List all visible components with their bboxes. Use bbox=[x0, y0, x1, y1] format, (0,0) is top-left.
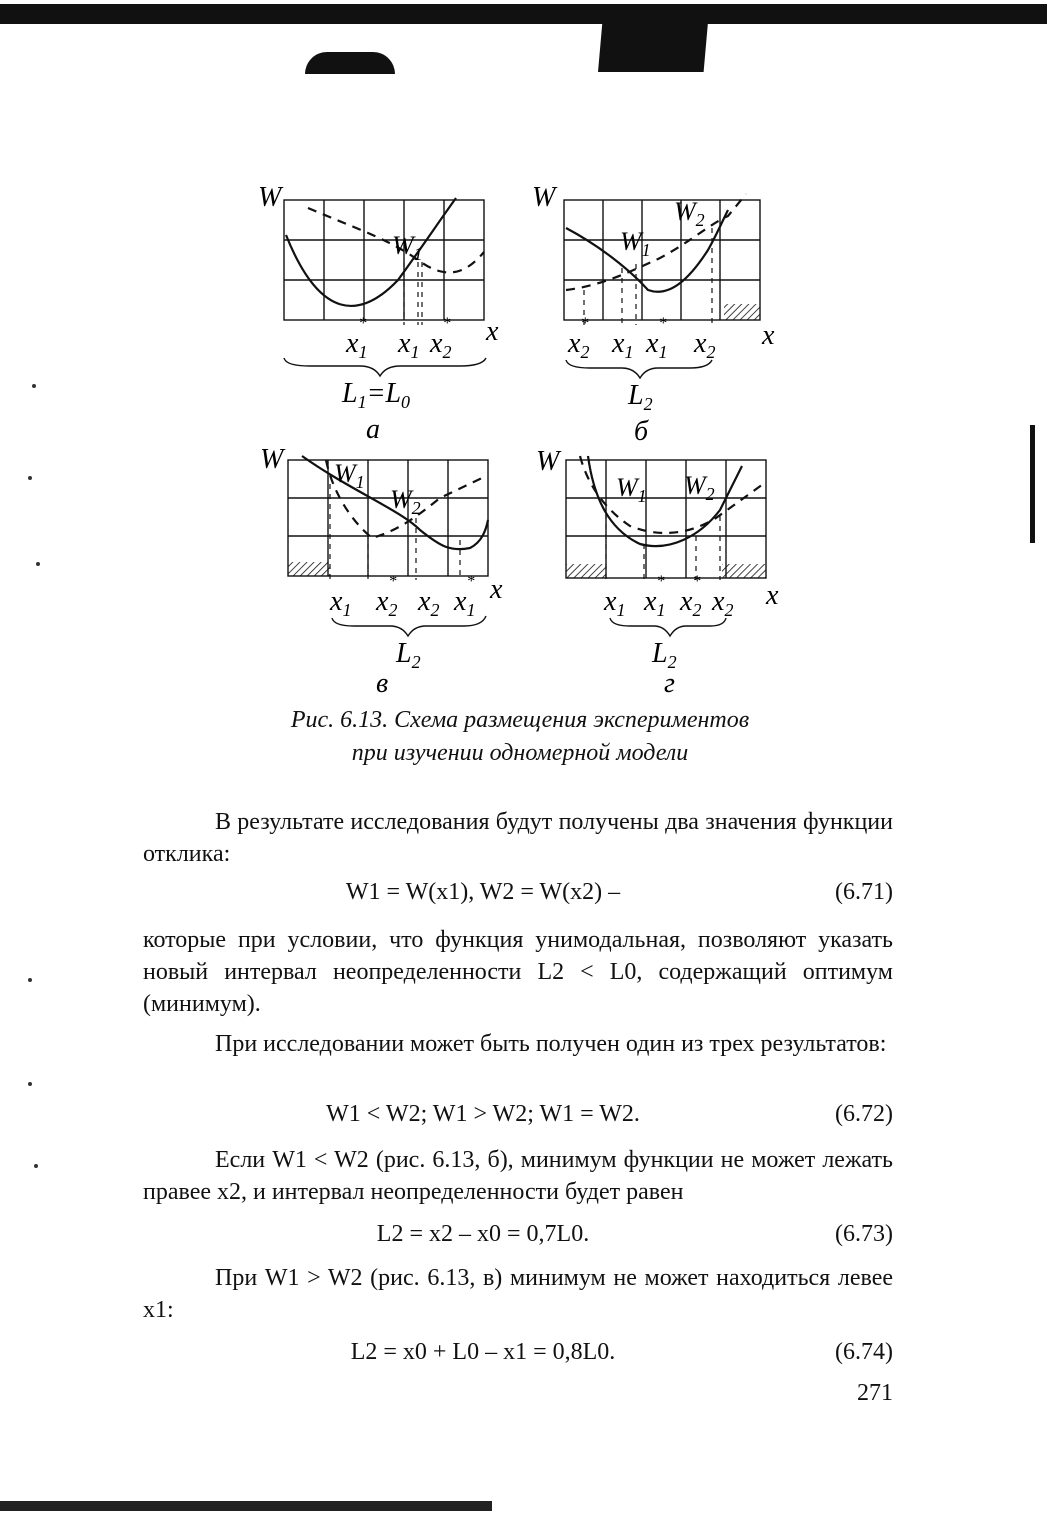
curve-label-w1: $W_1$ bbox=[616, 473, 647, 506]
scan-bottom-bar bbox=[0, 1501, 492, 1511]
paragraph-4: Если W1 < W2 (рис. 6.13, б), минимум функции не может лежать правее x2, и интервал неопределенности будет равен bbox=[143, 1147, 893, 1205]
svg-text:x1: $x_1$ bbox=[604, 586, 626, 620]
x-labels bbox=[567, 315, 715, 362]
x-labels bbox=[329, 573, 475, 620]
scan-dot bbox=[34, 1164, 38, 1168]
panel-a bbox=[258, 182, 499, 445]
hatched-region bbox=[722, 564, 766, 578]
curve-dashed bbox=[580, 456, 766, 533]
svg-text:x1*: $x_1*$ bbox=[646, 315, 668, 362]
svg-text:x1*: $x_1*$ bbox=[454, 573, 476, 620]
hatched-region bbox=[724, 304, 760, 320]
equation-6-74 bbox=[143, 1336, 893, 1368]
curve-label-w1: $W_1$ bbox=[620, 227, 651, 260]
equation-formula: L2 = x0 + L0 – x1 = 0,8L0. bbox=[350, 1339, 616, 1365]
panel-letter: г bbox=[664, 668, 675, 699]
svg-text:x2*: $x_2*$ bbox=[376, 573, 398, 620]
axis-x: x bbox=[486, 316, 499, 347]
figure-6-13 bbox=[250, 180, 810, 700]
x-labels bbox=[345, 315, 451, 362]
panel-letter: б bbox=[634, 416, 649, 447]
interval-label: $L_2$ bbox=[396, 638, 421, 672]
equation-number: (6.71) bbox=[835, 879, 893, 905]
scan-dot bbox=[28, 978, 32, 982]
page-number: 271 bbox=[857, 1380, 893, 1406]
svg-text:x2: $x_2$ bbox=[694, 328, 716, 362]
equation-number: (6.73) bbox=[835, 1221, 893, 1247]
curve-solid bbox=[286, 198, 456, 306]
svg-text:x1: $x_1$ bbox=[612, 328, 634, 362]
curve-solid bbox=[588, 456, 742, 546]
figure-caption bbox=[150, 704, 890, 770]
scan-dot bbox=[28, 476, 32, 480]
interval-label: $L_1=L_0$ bbox=[342, 378, 411, 412]
axis-w: W bbox=[532, 182, 556, 213]
scan-dot bbox=[36, 562, 40, 566]
curve-dashed bbox=[566, 194, 746, 290]
svg-text:x2: $x_2$ bbox=[418, 586, 440, 620]
caption-line-2: при изучении одномерной модели bbox=[351, 740, 689, 766]
curve-label-w2: $W_2$ bbox=[390, 485, 421, 518]
hatched-region bbox=[566, 564, 606, 578]
paragraph-1: В результате исследования будут получены два значения функции отклика: bbox=[143, 809, 893, 867]
panel-letter: в bbox=[376, 668, 389, 699]
svg-text:x1*: $x_1*$ bbox=[644, 573, 666, 620]
svg-text:x2: $x_2$ bbox=[712, 586, 734, 620]
equation-number: (6.74) bbox=[835, 1339, 893, 1365]
panel-b bbox=[532, 182, 775, 447]
svg-text:x2*: $x_2*$ bbox=[430, 315, 452, 362]
equation-6-73 bbox=[143, 1218, 893, 1250]
hatched-region bbox=[288, 562, 330, 576]
axis-x: x bbox=[762, 320, 775, 351]
curve-label-w1: $W_1$ bbox=[334, 459, 365, 492]
scan-blob-left bbox=[305, 52, 395, 74]
curve-label-w1: $W_1$ bbox=[392, 231, 423, 264]
axis-x: x bbox=[766, 580, 779, 611]
panel-v bbox=[260, 444, 503, 699]
scan-top-bar bbox=[0, 4, 1047, 24]
paragraph-5: При W1 > W2 (рис. 6.13, в) минимум не может находиться левее x1: bbox=[143, 1265, 893, 1323]
curve-label-w2: $W_2$ bbox=[684, 471, 715, 504]
svg-text:x1: $x_1$ bbox=[398, 328, 420, 362]
equation-formula: W1 = W(x1), W2 = W(x2) – bbox=[345, 879, 621, 905]
svg-text:x2*: $x_2*$ bbox=[680, 573, 702, 620]
scan-dot bbox=[32, 384, 36, 388]
scan-margin-bar bbox=[1030, 425, 1035, 543]
scan-dot bbox=[28, 1082, 32, 1086]
x-labels bbox=[603, 573, 733, 620]
interval-label: $L_2$ bbox=[628, 380, 653, 414]
equation-number: (6.72) bbox=[835, 1101, 893, 1127]
svg-text:x2*: $x_2*$ bbox=[568, 315, 590, 362]
paragraph-3: При исследовании может быть получен один из трех результатов: bbox=[215, 1031, 887, 1057]
svg-text:x1: $x_1$ bbox=[330, 586, 352, 620]
axis-w: W bbox=[260, 444, 284, 475]
svg-text:x1*: $x_1*$ bbox=[346, 315, 368, 362]
interval-brace bbox=[566, 360, 712, 378]
figure-svg bbox=[250, 180, 810, 700]
axis-w: W bbox=[258, 182, 282, 213]
equation-formula: W1 < W2; W1 > W2; W1 = W2. bbox=[326, 1101, 640, 1127]
curve-label-w2: $W_2$ bbox=[674, 197, 705, 230]
paragraph-2: которые при условии, что функция унимодальная, позволяют указать новый интервал неопределенности L2 < L0, содержащий оптимум (минимум). bbox=[143, 927, 893, 1017]
scan-blob-right bbox=[598, 22, 708, 72]
panel-letter: а bbox=[366, 414, 380, 445]
equation-6-71 bbox=[143, 876, 893, 908]
panel-g bbox=[536, 446, 779, 699]
axis-w: W bbox=[536, 446, 560, 477]
interval-brace bbox=[284, 358, 486, 376]
equation-6-72 bbox=[143, 1098, 893, 1130]
equation-formula: L2 = x2 – x0 = 0,7L0. bbox=[376, 1221, 590, 1247]
caption-line-1: Рис. 6.13. Схема размещения экспериментов bbox=[290, 707, 750, 733]
interval-brace bbox=[332, 616, 486, 636]
axis-x: x bbox=[490, 574, 503, 605]
interval-label: $L_2$ bbox=[652, 638, 677, 672]
interval-brace bbox=[610, 618, 726, 636]
